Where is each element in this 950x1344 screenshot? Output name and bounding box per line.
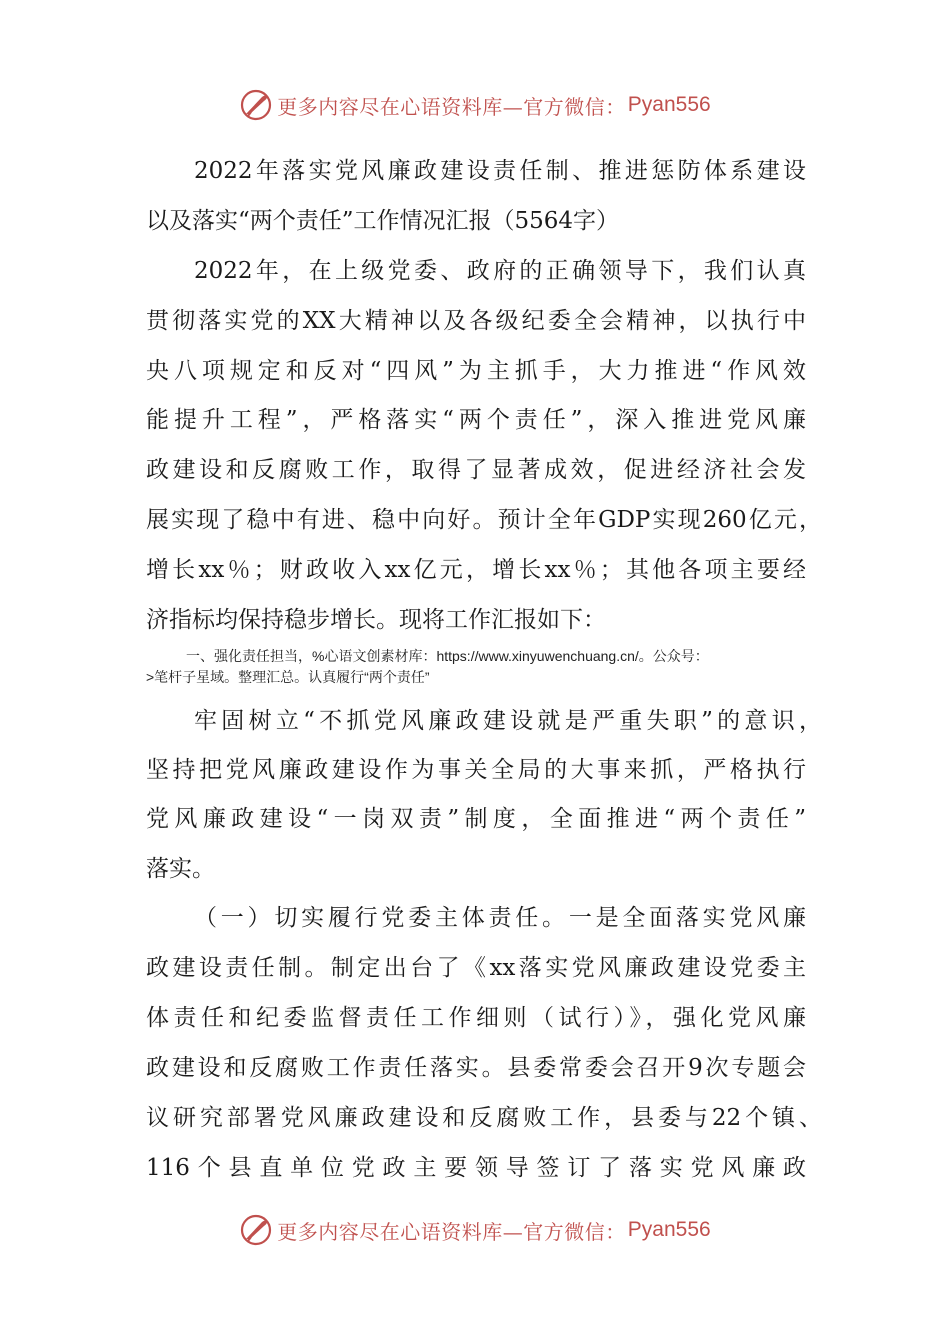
section2-line: 政建设责任制。制定出台了《xx落实党风廉政建设党委主 <box>146 955 806 981</box>
doc-title-line: 2022年落实党风廉政建设责任制、推进惩防体系建设 <box>194 158 806 184</box>
watermark-wechat-id: Pyan556 <box>627 93 711 116</box>
section1-line: 牢固树立“不抓党风廉政建设就是严重失职”的意识， <box>194 708 822 734</box>
watermark-wechat-id: Pyan556 <box>627 1218 711 1241</box>
section1-line: 坚持把党风廉政建设作为事关全局的大事来抓，严格执行 <box>146 757 806 783</box>
intro-line: 增长xx％；财政收入xx亿元，增长xx％；其他各项主要经 <box>146 557 806 583</box>
watermark-text: 更多内容尽在心语资料库—官方微信： <box>277 94 626 119</box>
doc-title-line: 以及落实“两个责任”工作情况汇报（5564字） <box>146 208 620 234</box>
intro-line: 2022年，在上级党委、政府的正确领导下，我们认真 <box>194 258 806 284</box>
intro-line: 济指标均保持稳步增长。现将工作汇报如下： <box>146 607 606 633</box>
intro-line: 能提升工程”，严格落实“两个责任”，深入推进党风廉 <box>146 407 806 433</box>
intro-line: 贯彻落实党的XX大精神以及各级纪委全会精神，以执行中 <box>146 308 806 334</box>
intro-line: 展实现了稳中有进、稳中向好。预计全年GDP实现260亿元， <box>146 507 822 533</box>
section2-line: 政建设和反腐败工作责任落实。县委常委会召开9次专题会 <box>146 1055 806 1081</box>
section1-line: 党风廉政建设“一岗双责”制度，全面推进“两个责任” <box>146 806 806 832</box>
quill-logo-icon <box>239 88 273 122</box>
section2-line: 体责任和纪委监督责任工作细则（试行）》，强化党风廉 <box>146 1005 806 1031</box>
intro-line: 政建设和反腐败工作，取得了显著成效，促进经济社会发 <box>146 457 806 483</box>
quill-logo-icon <box>239 1213 273 1247</box>
watermark-banner-top <box>0 85 950 125</box>
section-heading-note: 一、强化责任担当，%心语文创素材库：https://www.xinyuwenchuang.cn/。公众号： <box>186 648 709 664</box>
section2-line: 议研究部署党风廉政建设和反腐败工作，县委与22个镇、 <box>146 1105 822 1131</box>
watermark-text: 更多内容尽在心语资料库—官方微信： <box>277 1219 626 1244</box>
intro-line: 央八项规定和反对“四风”为主抓手，大力推进“作风效 <box>146 358 806 384</box>
section2-line: （一）切实履行党委主体责任。一是全面落实党风廉 <box>194 905 806 931</box>
section-heading-note: >笔杆子星域。整理汇总。认真履行“两个责任” <box>146 669 430 685</box>
section2-line: 116个县直单位党政主要领导签订了落实党风廉政 <box>146 1155 806 1181</box>
watermark-banner-bottom <box>0 1210 950 1250</box>
section1-line: 落实。 <box>146 856 215 882</box>
